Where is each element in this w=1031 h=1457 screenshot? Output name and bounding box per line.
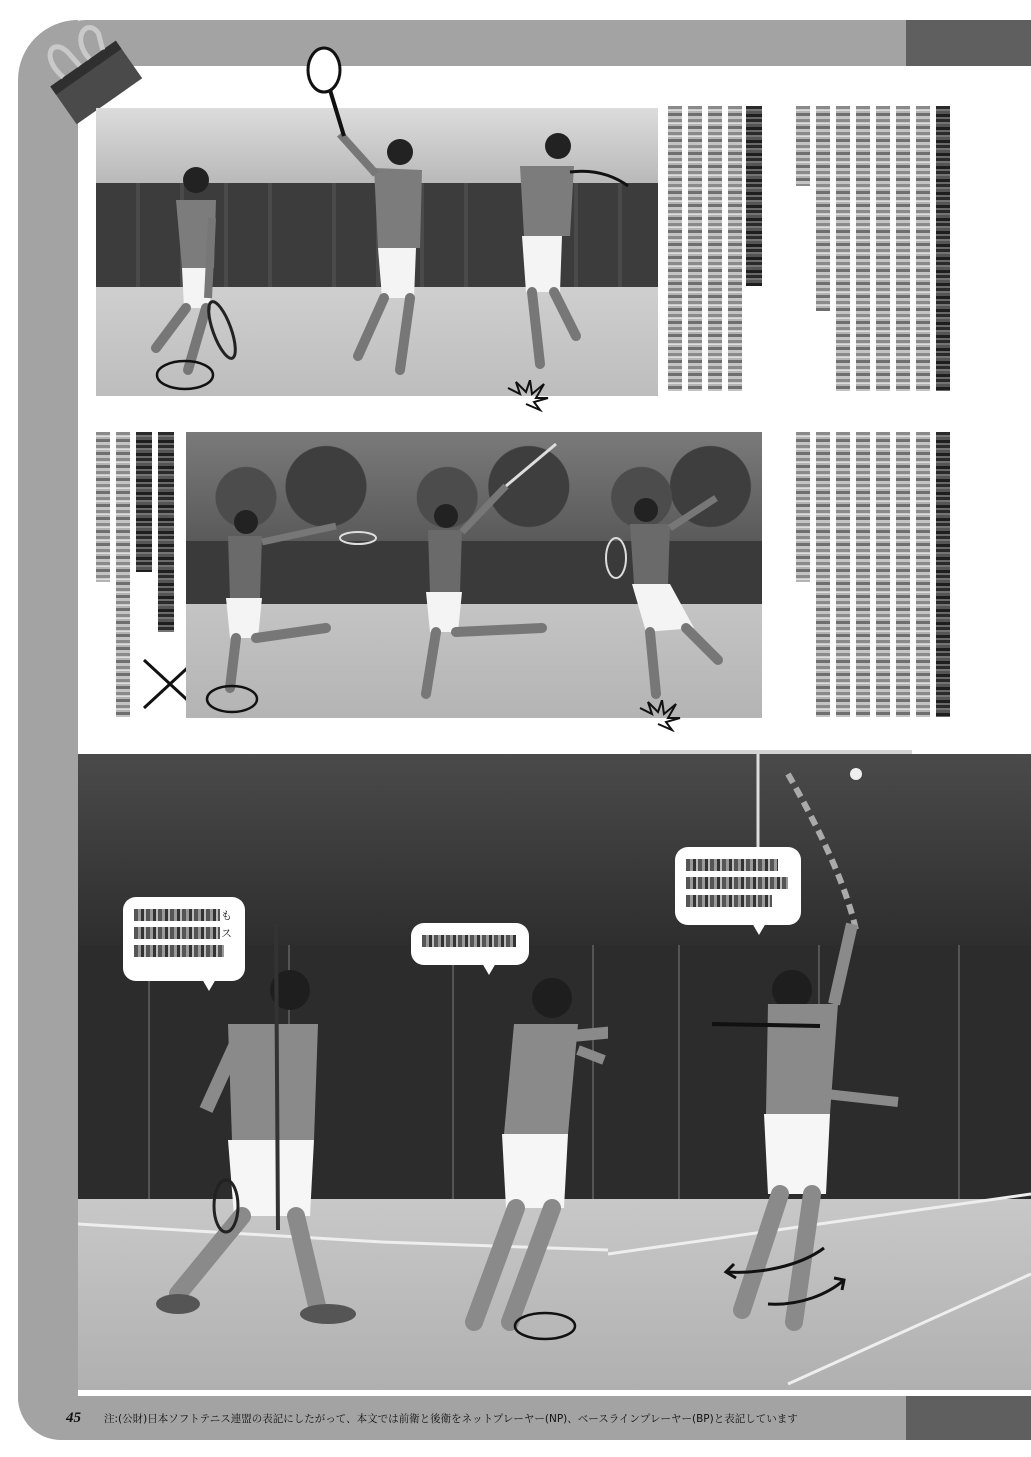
heading-column <box>158 432 174 632</box>
text-column <box>836 106 850 391</box>
photo-top-edge <box>640 750 912 754</box>
text-column <box>796 106 810 186</box>
foot-circle-icon <box>154 358 216 392</box>
heading-column <box>136 432 152 572</box>
player-figure <box>590 432 762 718</box>
page-frame-top <box>40 20 1031 66</box>
foot-circle-icon <box>204 682 260 716</box>
photo-top-2 <box>292 108 490 396</box>
text-column <box>856 106 870 391</box>
text-column <box>916 106 930 391</box>
text-column <box>728 106 742 391</box>
photo-middle-1 <box>186 432 386 718</box>
text-column <box>876 106 890 391</box>
racket-icon <box>300 44 360 144</box>
player-figure <box>382 754 608 1390</box>
player-figure <box>490 108 658 396</box>
text-column <box>896 106 910 391</box>
photo-top-3 <box>490 108 658 396</box>
page-frame-top-tab <box>906 20 1031 66</box>
bubble-text-trail: ス <box>221 928 232 940</box>
impact-burst-icon <box>506 380 550 412</box>
speech-bubble-left <box>124 898 244 980</box>
photo-bottom-2 <box>382 754 608 1390</box>
text-column <box>856 432 870 717</box>
text-column <box>876 432 890 717</box>
player-figure <box>292 108 490 396</box>
text-column <box>816 432 830 717</box>
text-column <box>916 432 930 717</box>
text-column <box>936 106 950 391</box>
impact-burst-icon <box>638 700 682 732</box>
text-column <box>668 106 682 391</box>
text-column <box>896 432 910 717</box>
text-column <box>936 432 950 717</box>
player-figure <box>386 432 590 718</box>
text-column <box>116 432 130 717</box>
text-column <box>796 432 810 582</box>
page-frame-bottom-tab <box>906 1396 1031 1440</box>
photo-bottom-1 <box>78 754 382 1390</box>
footnote: 注:(公財)日本ソフトテニス連盟の表記にしたがって、本文では前衛と後衛をネットプレーヤー(NP)、ベースラインプレーヤー(BP)と表記しています <box>104 1413 798 1425</box>
bubble-text-trail: も <box>221 910 232 922</box>
rotation-arrows-icon <box>720 1244 850 1314</box>
player-figure <box>186 432 386 718</box>
text-column <box>96 432 110 582</box>
heading-column <box>746 106 762 286</box>
photo-middle-3 <box>590 432 762 718</box>
speech-bubble-right <box>676 848 800 924</box>
photo-bottom-3 <box>608 754 1031 1390</box>
text-column <box>688 106 702 391</box>
text-column <box>836 432 850 717</box>
text-column <box>816 106 830 311</box>
photo-middle-2 <box>386 432 590 718</box>
photo-top-1 <box>96 108 292 396</box>
page-frame-left <box>18 20 78 1440</box>
text-column <box>708 106 722 391</box>
player-figure <box>96 108 292 396</box>
speech-bubble-middle <box>412 924 528 964</box>
player-figure <box>78 754 382 1390</box>
page-number: 45 <box>66 1410 81 1426</box>
foot-circle-icon <box>512 1310 578 1342</box>
